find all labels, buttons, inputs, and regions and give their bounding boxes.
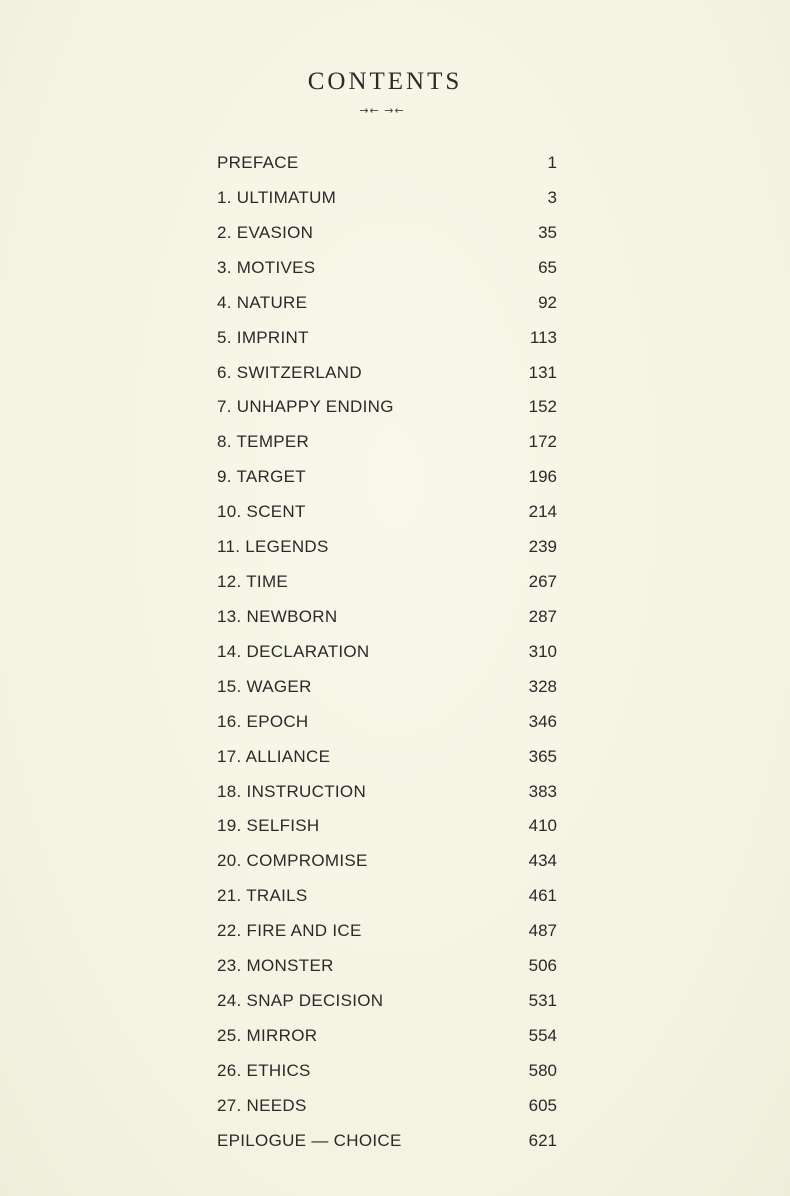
toc-entry-title: 23. MONSTER (217, 956, 334, 976)
toc-entry (0, 355, 790, 390)
toc-entry-page-number: 214 (528, 502, 557, 522)
toc-entry-page-number: 3 (547, 187, 557, 207)
toc-entry-title: 17. ALLIANCE (217, 746, 331, 766)
toc-entry (0, 913, 790, 948)
toc-entry-title: 20. COMPROMISE (217, 851, 368, 871)
toc-entry (0, 878, 790, 913)
toc-entry-title: 10. SCENT (217, 502, 306, 522)
toc-entry-page-number: 239 (528, 537, 557, 557)
toc-entry-page-number: 267 (528, 572, 557, 592)
toc-entry (0, 843, 790, 878)
toc-entry (0, 215, 790, 250)
toc-entry (0, 808, 790, 843)
toc-entry-page-number: 621 (528, 1130, 557, 1150)
toc-entry-title: 22. FIRE AND ICE (217, 921, 362, 941)
toc-entry (0, 704, 790, 739)
toc-entry (0, 145, 790, 180)
toc-entry (0, 1018, 790, 1053)
toc-entry (0, 599, 790, 634)
toc-entry-page-number: 113 (529, 327, 557, 347)
toc-entry-title: 7. UNHAPPY ENDING (217, 397, 394, 417)
toc-entry-page-number: 461 (528, 886, 557, 906)
toc-entry (0, 1088, 790, 1123)
toc-entry (0, 459, 790, 494)
toc-entry-page-number: 152 (528, 397, 557, 417)
toc-entry-page-number: 365 (528, 746, 557, 766)
toc-entry (0, 564, 790, 599)
toc-entry-page-number: 605 (528, 1095, 557, 1115)
toc-entry (0, 948, 790, 983)
toc-entry-page-number: 65 (538, 257, 557, 277)
toc-entry-title: 3. MOTIVES (217, 257, 316, 277)
toc-entry-page-number: 383 (528, 781, 557, 801)
toc-entry (0, 1123, 790, 1158)
toc-entry-title: 21. TRAILS (217, 886, 308, 906)
toc-entry-title: 4. NATURE (217, 292, 308, 312)
toc-entry (0, 389, 790, 424)
toc-entry-page-number: 328 (528, 676, 557, 696)
toc-entry-title: PREFACE (217, 153, 299, 172)
toc-entry-title: 12. TIME (217, 572, 289, 592)
toc-entry (0, 250, 790, 285)
toc-entry-page-number: 346 (528, 711, 557, 731)
toc-entry-title: 6. SWITZERLAND (217, 362, 362, 382)
toc-entry (0, 983, 790, 1018)
toc-entry-title: 18. INSTRUCTION (217, 781, 367, 801)
toc-entry (0, 1053, 790, 1088)
toc-entry-page-number: 310 (528, 641, 557, 661)
toc-entry-title: 15. WAGER (217, 676, 312, 696)
toc-entry-title: 25. MIRROR (217, 1026, 318, 1045)
toc-entry-page-number: 434 (528, 851, 557, 871)
toc-entry-page-number: 554 (528, 1026, 557, 1045)
toc-entry-page-number: 506 (528, 956, 557, 976)
toc-entry-page-number: 35 (538, 222, 557, 242)
toc-entry (0, 285, 790, 320)
toc-entry-page-number: 92 (538, 292, 557, 312)
toc-entry-title: 27. NEEDS (217, 1095, 307, 1115)
ornament-divider: →← →← (359, 104, 405, 117)
toc-entry (0, 320, 790, 355)
toc-entry-page-number: 196 (528, 467, 557, 487)
toc-entry (0, 634, 790, 669)
toc-entry-title: 9. TARGET (217, 467, 306, 487)
toc-entry-page-number: 172 (528, 432, 557, 452)
toc-entry-title: 19. SELFISH (217, 816, 320, 836)
toc-entry (0, 494, 790, 529)
toc-entry (0, 180, 790, 215)
toc-entry-page-number: 410 (528, 816, 557, 836)
toc-entry-page-number: 131 (528, 362, 557, 382)
toc-entry-title: 16. EPOCH (217, 711, 309, 731)
toc-entry (0, 424, 790, 459)
toc-entry-title: 1. ULTIMATUM (217, 187, 337, 207)
toc-entry-title: 11. LEGENDS (217, 537, 329, 557)
toc-entry (0, 774, 790, 809)
toc-entry-title: 5. IMPRINT (217, 327, 309, 347)
toc-entry-title: 8. TEMPER (217, 432, 310, 452)
contents-title: CONTENTS (307, 68, 463, 95)
toc-entry-title: 24. SNAP DECISION (217, 991, 384, 1011)
toc-entry-page-number: 287 (528, 606, 557, 626)
toc-entry-page-number: 580 (528, 1060, 557, 1080)
toc-entry-title: 14. DECLARATION (217, 641, 370, 661)
toc-entry-page-number: 531 (528, 991, 557, 1011)
toc-entry-title: 2. EVASION (217, 222, 314, 242)
toc-entry (0, 739, 790, 774)
toc-entry-page-number: 1 (547, 153, 557, 172)
toc-entry-title: 26. ETHICS (217, 1060, 311, 1080)
toc-entry-title: EPILOGUE — CHOICE (217, 1130, 402, 1150)
toc-entry-title: 13. NEWBORN (217, 606, 338, 626)
toc-entry (0, 529, 790, 564)
toc-entry-page-number: 487 (528, 921, 557, 941)
toc-entry (0, 669, 790, 704)
